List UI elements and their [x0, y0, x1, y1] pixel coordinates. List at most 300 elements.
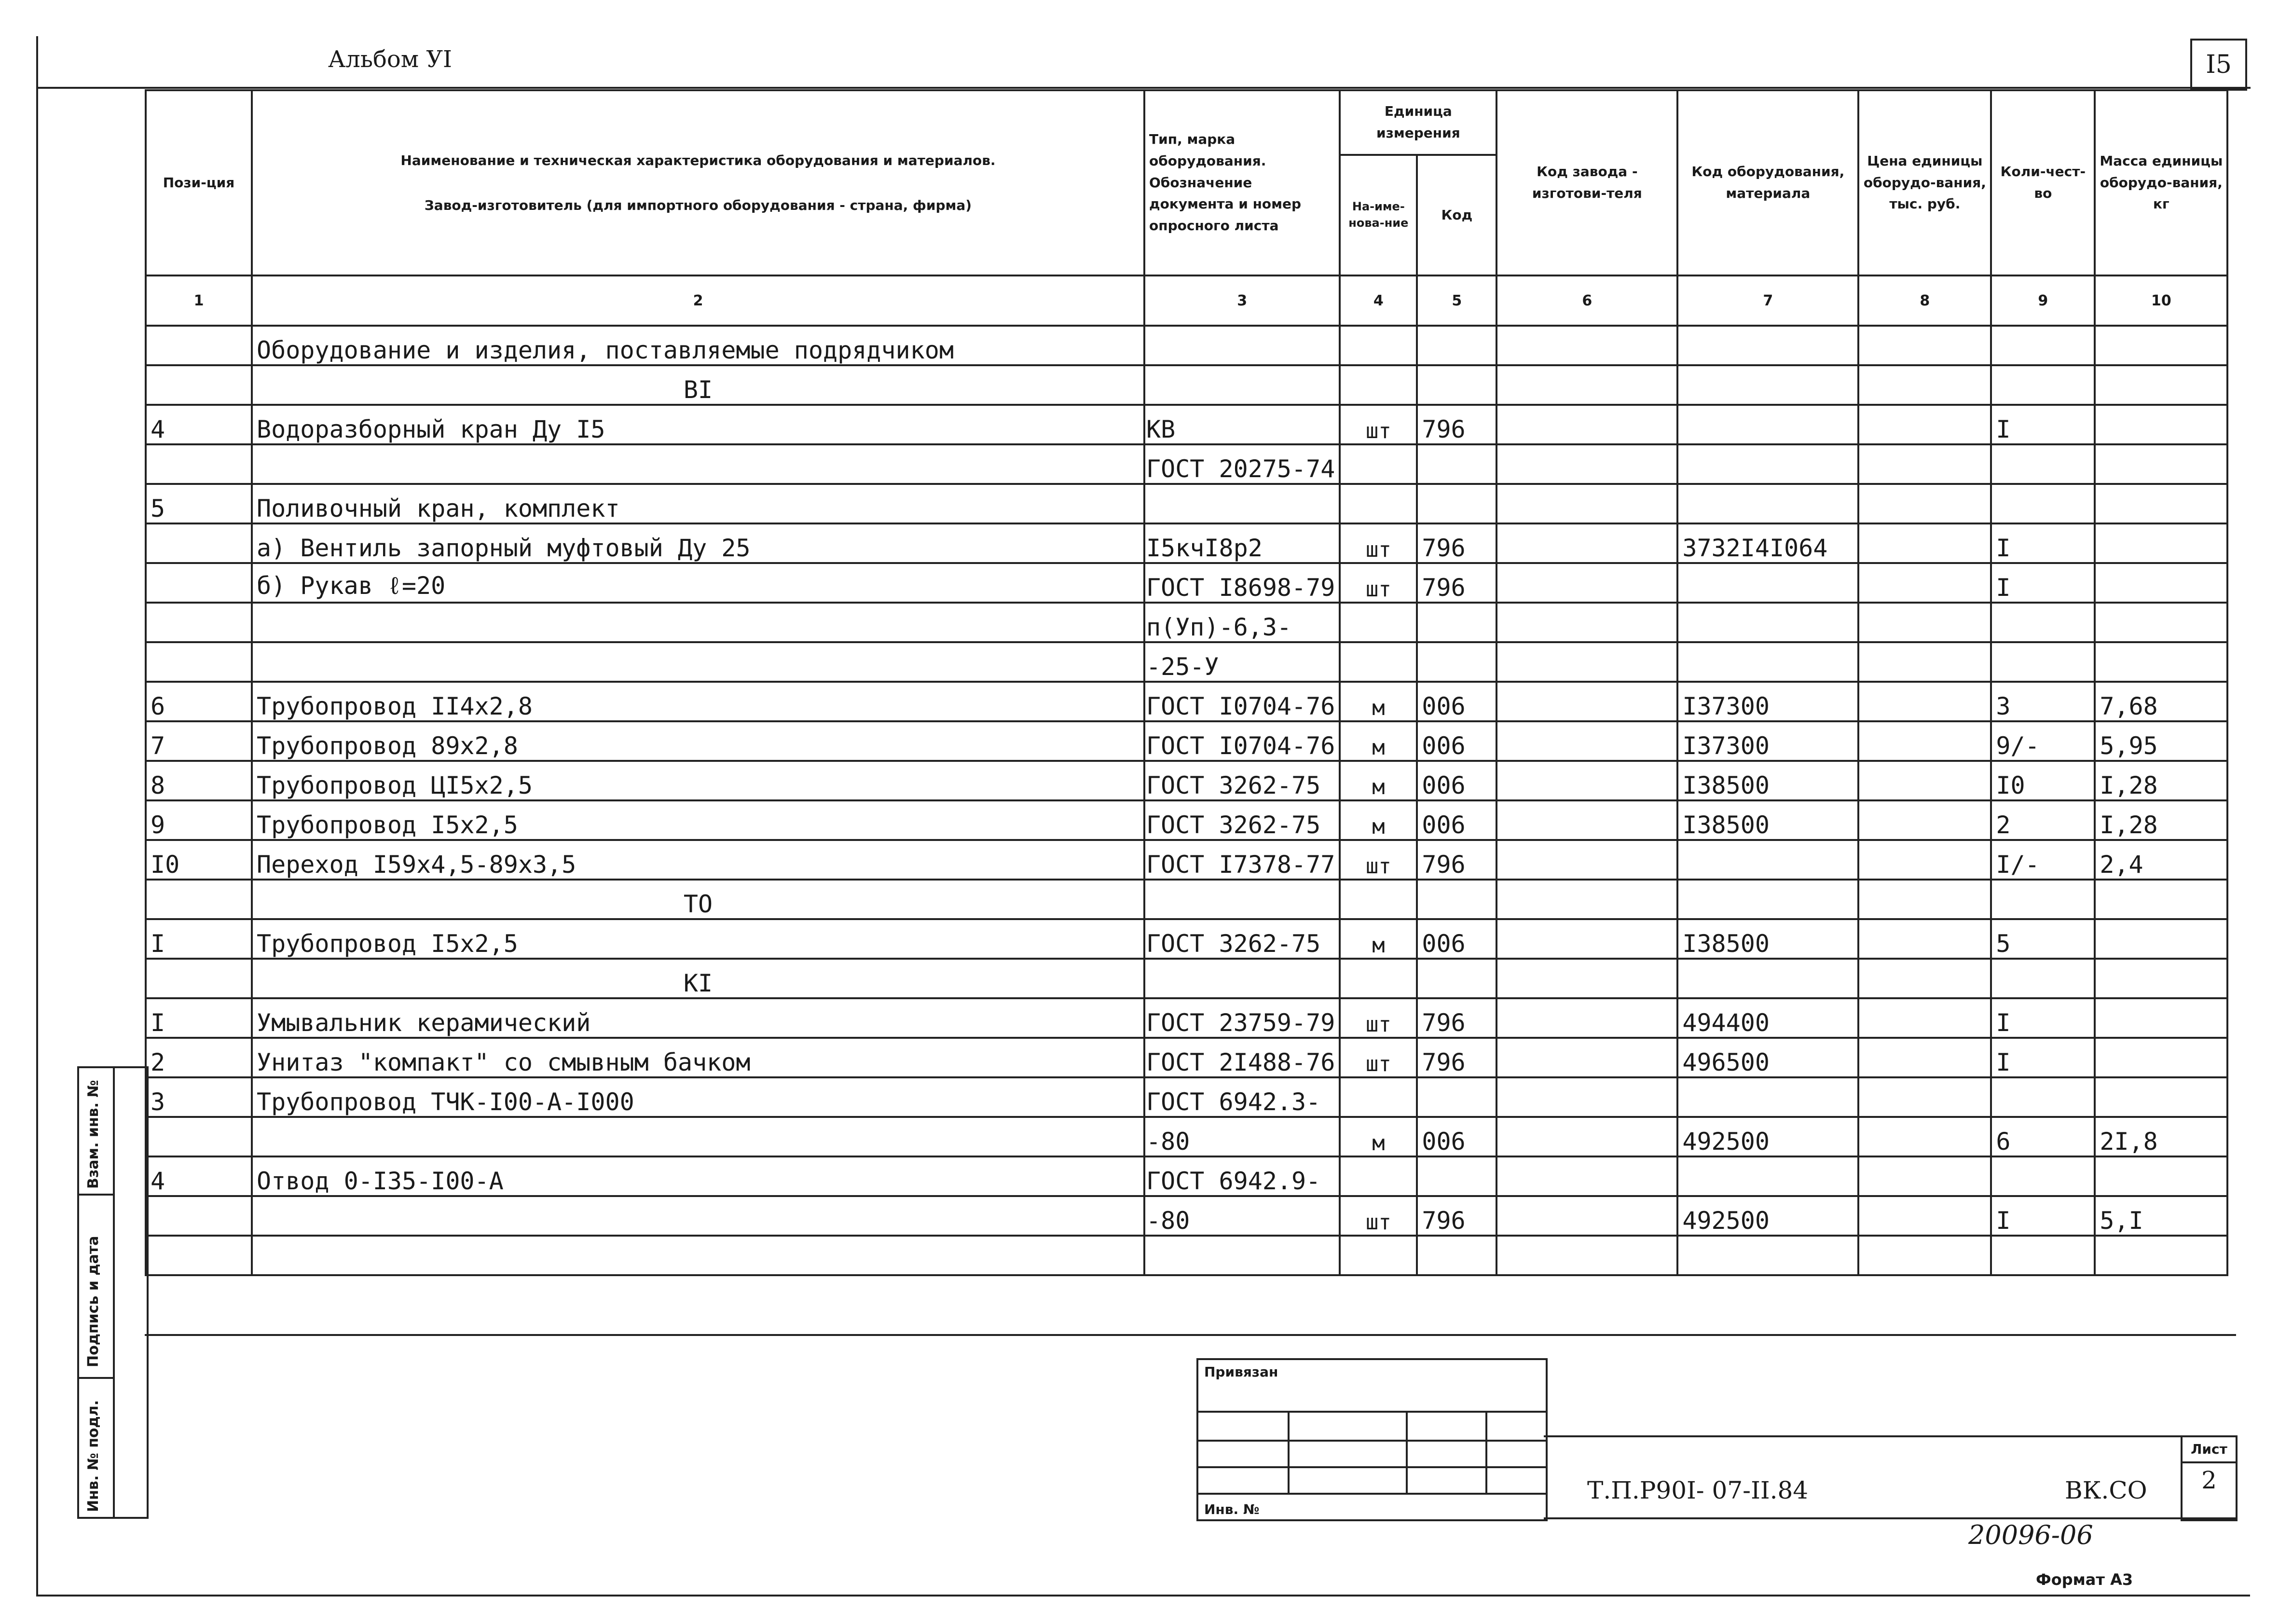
cell-pos: I	[146, 919, 252, 959]
cell-code: 796	[1417, 1196, 1496, 1236]
cell-pos	[146, 603, 252, 642]
cell-fcode	[1496, 682, 1677, 721]
cell-type: ГОСТ 2I488-76	[1144, 1038, 1340, 1077]
stamp-vline	[1288, 1411, 1290, 1493]
cell-name: Поливочный кран, комплект	[252, 484, 1144, 523]
cell-price	[1858, 326, 1991, 365]
stamp-vline	[1485, 1411, 1487, 1493]
cell-unit	[1340, 365, 1417, 405]
cell-qty	[1991, 444, 2095, 484]
cell-ecode: 492500	[1677, 1196, 1858, 1236]
cell-mass	[2095, 1038, 2227, 1077]
cell-fcode	[1496, 326, 1677, 365]
cell-code	[1417, 1236, 1496, 1275]
cell-type: -80	[1144, 1117, 1340, 1156]
cell-price	[1858, 1236, 1991, 1275]
cell-unit	[1340, 1156, 1417, 1196]
col-num: 8	[1858, 275, 1991, 326]
cell-name: Унитаз "компакт" со смывным бачком	[252, 1038, 1144, 1077]
hdr-unit-name: На-име-нова-ние	[1340, 155, 1417, 275]
table-row	[146, 444, 2227, 484]
table-row	[146, 642, 2227, 682]
side-stamp-line	[79, 1194, 113, 1196]
cell-ecode	[1677, 603, 1858, 642]
album-title: Альбом УI	[328, 46, 453, 73]
cell-qty: I	[1991, 1038, 2095, 1077]
cell-mass: I,28	[2095, 761, 2227, 800]
table-row	[146, 523, 2227, 563]
table-row	[146, 365, 2227, 405]
cell-mass	[2095, 523, 2227, 563]
cell-price	[1858, 682, 1991, 721]
cell-unit	[1340, 880, 1417, 919]
document-mark: ВК.СО	[2065, 1476, 2147, 1504]
cell-ecode	[1677, 880, 1858, 919]
cell-fcode	[1496, 563, 1677, 603]
cell-pos: 4	[146, 405, 252, 444]
cell-type	[1144, 959, 1340, 998]
cell-pos	[146, 880, 252, 919]
cell-qty	[1991, 484, 2095, 523]
cell-unit: м	[1340, 1117, 1417, 1156]
cell-name: KI	[252, 959, 1144, 998]
table-row	[146, 484, 2227, 523]
table-row	[146, 919, 2227, 959]
cell-type: ГОСТ 23759-79	[1144, 998, 1340, 1038]
cell-qty: I	[1991, 998, 2095, 1038]
cell-pos	[146, 523, 252, 563]
cell-fcode	[1496, 840, 1677, 880]
col-num: 10	[2095, 275, 2227, 326]
cell-price	[1858, 603, 1991, 642]
cell-price	[1858, 523, 1991, 563]
cell-name	[252, 603, 1144, 642]
cell-fcode	[1496, 603, 1677, 642]
cell-name: Водоразборный кран Ду I5	[252, 405, 1144, 444]
cell-qty	[1991, 326, 2095, 365]
top-rule	[36, 87, 2251, 89]
cell-mass	[2095, 444, 2227, 484]
cell-ecode	[1677, 1077, 1858, 1117]
cell-code	[1417, 1156, 1496, 1196]
col-num: 4	[1340, 275, 1417, 326]
cell-code: 796	[1417, 1038, 1496, 1077]
header-row	[146, 90, 2227, 155]
cell-name: Трубопровод II4x2,8	[252, 682, 1144, 721]
cell-ecode	[1677, 1236, 1858, 1275]
cell-name: Переход I59x4,5-89x3,5	[252, 840, 1144, 880]
cell-ecode	[1677, 405, 1858, 444]
title-block-bottom	[1544, 1517, 2236, 1519]
cell-price	[1858, 365, 1991, 405]
cell-pos: 7	[146, 721, 252, 761]
privyazan-stamp	[1196, 1358, 1548, 1521]
cell-pos	[146, 1196, 252, 1236]
cell-name: Трубопровод I5x2,5	[252, 919, 1144, 959]
specification-table	[145, 89, 2228, 1276]
cell-price	[1858, 1038, 1991, 1077]
cell-code	[1417, 1077, 1496, 1117]
hdr-name	[252, 90, 1144, 275]
cell-pos	[146, 365, 252, 405]
cell-mass: I,28	[2095, 800, 2227, 840]
cell-unit: шт	[1340, 1196, 1417, 1236]
cell-fcode	[1496, 1156, 1677, 1196]
stamp-line	[1198, 1466, 1546, 1468]
cell-price	[1858, 800, 1991, 840]
table-row	[146, 840, 2227, 880]
column-number-row	[146, 275, 2227, 326]
side-stamp-line	[79, 1377, 113, 1379]
cell-type: ГОСТ I7378-77	[1144, 840, 1340, 880]
cell-code: 796	[1417, 998, 1496, 1038]
cell-pos: I0	[146, 840, 252, 880]
cell-name: Отвод 0-I35-I00-А	[252, 1156, 1144, 1196]
cell-price	[1858, 1117, 1991, 1156]
cell-pos	[146, 1117, 252, 1156]
cell-mass	[2095, 959, 2227, 998]
cell-pos	[146, 959, 252, 998]
cell-price	[1858, 840, 1991, 880]
cell-unit: м	[1340, 761, 1417, 800]
cell-type: ГОСТ 6942.3-	[1144, 1077, 1340, 1117]
cell-code	[1417, 444, 1496, 484]
cell-name: а) Вентиль запорный муфтовый Ду 25	[252, 523, 1144, 563]
cell-code	[1417, 365, 1496, 405]
cell-qty: I	[1991, 405, 2095, 444]
cell-ecode	[1677, 642, 1858, 682]
cell-name: Трубопровод 89x2,8	[252, 721, 1144, 761]
col-num: 3	[1144, 275, 1340, 326]
table-row	[146, 880, 2227, 919]
cell-price	[1858, 484, 1991, 523]
cell-fcode	[1496, 721, 1677, 761]
cell-pos: 3	[146, 1077, 252, 1117]
cell-ecode: 3732I4I064	[1677, 523, 1858, 563]
cell-name	[252, 1196, 1144, 1236]
cell-type	[1144, 880, 1340, 919]
cell-qty	[1991, 880, 2095, 919]
table-row	[146, 405, 2227, 444]
cell-qty: 2	[1991, 800, 2095, 840]
table-row	[146, 800, 2227, 840]
cell-qty: I	[1991, 563, 2095, 603]
cell-ecode: 494400	[1677, 998, 1858, 1038]
cell-fcode	[1496, 484, 1677, 523]
cell-fcode	[1496, 405, 1677, 444]
side-stamp-divider	[113, 1068, 115, 1517]
cell-unit	[1340, 1236, 1417, 1275]
cell-ecode	[1677, 365, 1858, 405]
cell-unit	[1340, 959, 1417, 998]
cell-name: Трубопровод ТЧК-I00-А-I000	[252, 1077, 1144, 1117]
cell-code	[1417, 642, 1496, 682]
page-number-corner: I5	[2190, 39, 2247, 91]
table-row	[146, 998, 2227, 1038]
stamp-vline	[1406, 1411, 1408, 1493]
table-row	[146, 603, 2227, 642]
side-stamp-vzam: Взам. инв. №	[85, 1080, 102, 1189]
cell-price	[1858, 444, 1991, 484]
cell-pos: 4	[146, 1156, 252, 1196]
cell-pos: 5	[146, 484, 252, 523]
privyazan-title: Привязан	[1204, 1364, 1278, 1380]
cell-qty	[1991, 1156, 2095, 1196]
col-num: 2	[252, 275, 1144, 326]
cell-code: 796	[1417, 523, 1496, 563]
cell-mass: 7,68	[2095, 682, 2227, 721]
cell-price	[1858, 405, 1991, 444]
cell-type: -25-У	[1144, 642, 1340, 682]
cell-pos	[146, 563, 252, 603]
cell-fcode	[1496, 998, 1677, 1038]
cell-unit: шт	[1340, 1038, 1417, 1077]
cell-ecode: I37300	[1677, 682, 1858, 721]
cell-pos	[146, 326, 252, 365]
cell-code	[1417, 326, 1496, 365]
cell-name: Трубопровод ЦI5x2,5	[252, 761, 1144, 800]
cell-ecode	[1677, 444, 1858, 484]
stamp-line	[1198, 1411, 1546, 1413]
stamp-line	[1198, 1440, 1546, 1442]
cell-name: Трубопровод I5x2,5	[252, 800, 1144, 840]
cell-code: 006	[1417, 721, 1496, 761]
cell-unit: м	[1340, 721, 1417, 761]
table-row	[146, 1156, 2227, 1196]
cell-qty: 5	[1991, 919, 2095, 959]
cell-qty: I/-	[1991, 840, 2095, 880]
cell-type	[1144, 326, 1340, 365]
cell-name: Оборудование и изделия, поставляемые подрядчиком	[252, 326, 1144, 365]
hdr-price: Цена единицы оборудо-вания, тыс. руб.	[1858, 90, 1991, 275]
hdr-mass: Масса единицы оборудо-вания, кг	[2095, 90, 2227, 275]
col-num: 5	[1417, 275, 1496, 326]
table-row	[146, 761, 2227, 800]
cell-fcode	[1496, 523, 1677, 563]
cell-unit	[1340, 642, 1417, 682]
table-row	[146, 1117, 2227, 1156]
cell-type: ГОСТ 6942.9-	[1144, 1156, 1340, 1196]
cell-fcode	[1496, 761, 1677, 800]
cell-fcode	[1496, 1117, 1677, 1156]
cell-qty	[1991, 1236, 2095, 1275]
cell-mass: 2,4	[2095, 840, 2227, 880]
cell-pos	[146, 1236, 252, 1275]
cell-fcode	[1496, 919, 1677, 959]
col-num: 6	[1496, 275, 1677, 326]
cell-code: 796	[1417, 563, 1496, 603]
table-row	[146, 1236, 2227, 1275]
cell-unit	[1340, 326, 1417, 365]
cell-qty	[1991, 603, 2095, 642]
cell-mass	[2095, 563, 2227, 603]
cell-unit: шт	[1340, 840, 1417, 880]
cell-fcode	[1496, 959, 1677, 998]
hdr-name-line1: Наименование и техническая характеристика оборудования и материалов.	[400, 152, 996, 168]
cell-type	[1144, 484, 1340, 523]
cell-mass	[2095, 919, 2227, 959]
cell-ecode	[1677, 959, 1858, 998]
cell-unit	[1340, 444, 1417, 484]
cell-ecode	[1677, 840, 1858, 880]
table-row	[146, 1196, 2227, 1236]
cell-price	[1858, 721, 1991, 761]
cell-unit: шт	[1340, 563, 1417, 603]
cell-mass: 5,I	[2095, 1196, 2227, 1236]
cell-qty: I0	[1991, 761, 2095, 800]
cell-unit: шт	[1340, 998, 1417, 1038]
cell-mass	[2095, 1156, 2227, 1196]
cell-unit	[1340, 1077, 1417, 1117]
cell-unit: м	[1340, 919, 1417, 959]
cell-fcode	[1496, 642, 1677, 682]
handwritten-number: 20096-06	[1968, 1520, 2093, 1550]
cell-price	[1858, 1077, 1991, 1117]
cell-unit	[1340, 603, 1417, 642]
cell-type: ГОСТ 3262-75	[1144, 761, 1340, 800]
format-label: Формат А3	[2036, 1570, 2133, 1589]
cell-pos	[146, 444, 252, 484]
cell-code: 006	[1417, 919, 1496, 959]
cell-ecode	[1677, 484, 1858, 523]
cell-ecode: 496500	[1677, 1038, 1858, 1077]
cell-type: ГОСТ I0704-76	[1144, 721, 1340, 761]
cell-qty	[1991, 1077, 2095, 1117]
side-stamp-inv: Инв. № подл.	[85, 1400, 102, 1512]
cell-price	[1858, 563, 1991, 603]
cell-ecode	[1677, 326, 1858, 365]
cell-unit: шт	[1340, 523, 1417, 563]
hdr-factory-code: Код завода - изготови-теля	[1496, 90, 1677, 275]
cell-qty	[1991, 959, 2095, 998]
cell-mass	[2095, 484, 2227, 523]
cell-price	[1858, 761, 1991, 800]
cell-qty: I	[1991, 1196, 2095, 1236]
cell-type: ГОСТ 3262-75	[1144, 919, 1340, 959]
stamp-line	[1198, 1493, 1546, 1495]
col-num: 7	[1677, 275, 1858, 326]
cell-mass	[2095, 365, 2227, 405]
hdr-name-line2: Завод-изготовитель (для импортного оборудования - страна, фирма)	[424, 197, 972, 213]
cell-type: -80	[1144, 1196, 1340, 1236]
hdr-type: Тип, марка оборудования. Обозначение документа и номер опросного листа	[1144, 90, 1340, 275]
table-row	[146, 563, 2227, 603]
cell-qty	[1991, 365, 2095, 405]
cell-price	[1858, 1156, 1991, 1196]
cell-type: КВ	[1144, 405, 1340, 444]
cell-fcode	[1496, 365, 1677, 405]
cell-type: ГОСТ I8698-79	[1144, 563, 1340, 603]
table-row	[146, 721, 2227, 761]
cell-mass	[2095, 326, 2227, 365]
cell-code: 796	[1417, 405, 1496, 444]
cell-pos	[146, 642, 252, 682]
cell-price	[1858, 959, 1991, 998]
cell-pos: 6	[146, 682, 252, 721]
cell-ecode	[1677, 563, 1858, 603]
cell-mass	[2095, 1236, 2227, 1275]
cell-qty: 9/-	[1991, 721, 2095, 761]
cell-type: ГОСТ 3262-75	[1144, 800, 1340, 840]
cell-pos: 9	[146, 800, 252, 840]
cell-name	[252, 1236, 1144, 1275]
cell-price	[1858, 998, 1991, 1038]
cell-pos: 2	[146, 1038, 252, 1077]
cell-fcode	[1496, 1038, 1677, 1077]
cell-ecode: I38500	[1677, 919, 1858, 959]
side-stamp	[77, 1066, 149, 1519]
cell-mass: 5,95	[2095, 721, 2227, 761]
title-block-line	[1544, 1435, 2181, 1437]
document-code: Т.П.Р90I- 07-II.84	[1587, 1476, 1809, 1504]
cell-ecode: I37300	[1677, 721, 1858, 761]
cell-mass: 2I,8	[2095, 1117, 2227, 1156]
cell-type: I5кчI8р2	[1144, 523, 1340, 563]
hdr-qty: Коли-чест-во	[1991, 90, 2095, 275]
cell-mass	[2095, 1077, 2227, 1117]
cell-name: б) Рукав ℓ=20	[252, 563, 1144, 603]
cell-price	[1858, 1196, 1991, 1236]
hdr-unit-code: Код	[1417, 155, 1496, 275]
cell-unit: м	[1340, 800, 1417, 840]
cell-qty	[1991, 642, 2095, 682]
cell-qty: 3	[1991, 682, 2095, 721]
hdr-equip-code: Код оборудования, материала	[1677, 90, 1858, 275]
col-num: 9	[1991, 275, 2095, 326]
cell-name: Умывальник керамический	[252, 998, 1144, 1038]
hdr-pos: Пози-ция	[146, 90, 252, 275]
cell-type	[1144, 365, 1340, 405]
cell-code	[1417, 880, 1496, 919]
hdr-unit-group: Единица измерения	[1340, 90, 1496, 155]
cell-price	[1858, 642, 1991, 682]
cell-name	[252, 444, 1144, 484]
table-row	[146, 682, 2227, 721]
cell-fcode	[1496, 1236, 1677, 1275]
table-row	[146, 1038, 2227, 1077]
col-num: 1	[146, 275, 252, 326]
cell-code: 006	[1417, 761, 1496, 800]
cell-fcode	[1496, 880, 1677, 919]
cell-ecode: I38500	[1677, 761, 1858, 800]
cell-unit: шт	[1340, 405, 1417, 444]
cell-type	[1144, 1236, 1340, 1275]
cell-name: BI	[252, 365, 1144, 405]
cell-mass	[2095, 405, 2227, 444]
cell-fcode	[1496, 444, 1677, 484]
cell-unit: м	[1340, 682, 1417, 721]
sheet-number: 2	[2201, 1466, 2217, 1494]
cell-code	[1417, 603, 1496, 642]
cell-type: ГОСТ I0704-76	[1144, 682, 1340, 721]
cell-fcode	[1496, 1077, 1677, 1117]
privyazan-inv: Инв. №	[1204, 1501, 1260, 1517]
table-row	[146, 326, 2227, 365]
cell-price	[1858, 919, 1991, 959]
cell-ecode	[1677, 1156, 1858, 1196]
cell-code	[1417, 959, 1496, 998]
cell-ecode: 492500	[1677, 1117, 1858, 1156]
cell-mass	[2095, 998, 2227, 1038]
cell-ecode: I38500	[1677, 800, 1858, 840]
cell-unit	[1340, 484, 1417, 523]
cell-fcode	[1496, 1196, 1677, 1236]
cell-name: TO	[252, 880, 1144, 919]
cell-code: 006	[1417, 800, 1496, 840]
cell-mass	[2095, 603, 2227, 642]
cell-pos: 8	[146, 761, 252, 800]
sheet-label: Лист	[2183, 1437, 2236, 1463]
